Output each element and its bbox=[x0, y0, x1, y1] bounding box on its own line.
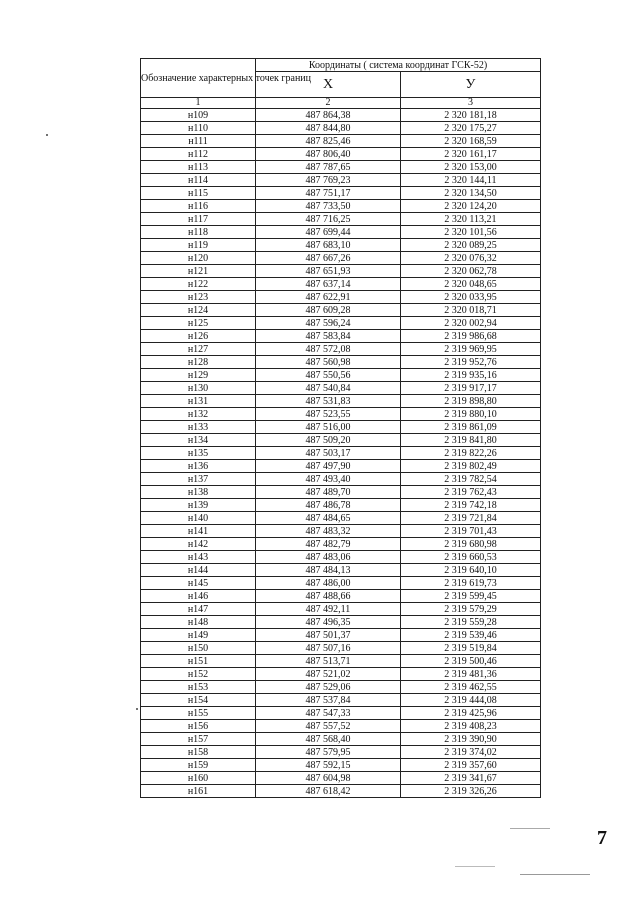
y-coordinate-cell: 2 319 599,45 bbox=[401, 590, 541, 603]
table-row bbox=[141, 551, 541, 564]
table-row bbox=[141, 525, 541, 538]
point-cell: н141 bbox=[141, 525, 256, 538]
table-row bbox=[141, 486, 541, 499]
y-coordinate-cell: 2 319 861,09 bbox=[401, 421, 541, 434]
point-cell: н113 bbox=[141, 161, 256, 174]
y-coordinate-cell: 2 319 640,10 bbox=[401, 564, 541, 577]
y-coordinate-cell: 2 319 500,46 bbox=[401, 655, 541, 668]
table-row bbox=[141, 577, 541, 590]
y-coordinate-cell: 2 319 721,84 bbox=[401, 512, 541, 525]
scan-artifact-line bbox=[455, 866, 495, 867]
point-cell: н127 bbox=[141, 343, 256, 356]
x-coordinate-cell: 487 560,98 bbox=[256, 356, 401, 369]
point-cell: н115 bbox=[141, 187, 256, 200]
y-coordinate-cell: 2 320 134,50 bbox=[401, 187, 541, 200]
y-coordinate-cell: 2 320 101,56 bbox=[401, 226, 541, 239]
x-coordinate-cell: 487 540,84 bbox=[256, 382, 401, 395]
point-cell: н161 bbox=[141, 785, 256, 798]
x-coordinate-cell: 487 493,40 bbox=[256, 473, 401, 486]
y-coordinate-cell: 2 319 898,80 bbox=[401, 395, 541, 408]
y-coordinate-cell: 2 319 986,68 bbox=[401, 330, 541, 343]
point-cell: н153 bbox=[141, 681, 256, 694]
y-coordinate-cell: 2 320 033,95 bbox=[401, 291, 541, 304]
point-cell: н118 bbox=[141, 226, 256, 239]
point-cell: н128 bbox=[141, 356, 256, 369]
x-coordinate-cell: 487 806,40 bbox=[256, 148, 401, 161]
table-row bbox=[141, 343, 541, 356]
x-coordinate-cell: 487 557,52 bbox=[256, 720, 401, 733]
column-number-1: 1 bbox=[141, 98, 256, 109]
x-coordinate-cell: 487 503,17 bbox=[256, 447, 401, 460]
table-row bbox=[141, 499, 541, 512]
table-row bbox=[141, 291, 541, 304]
x-coordinate-cell: 487 486,00 bbox=[256, 577, 401, 590]
x-coordinate-cell: 487 699,44 bbox=[256, 226, 401, 239]
x-coordinate-cell: 487 547,33 bbox=[256, 707, 401, 720]
table-header bbox=[141, 59, 541, 109]
page-number: 7 bbox=[597, 827, 607, 849]
table-row bbox=[141, 187, 541, 200]
x-coordinate-cell: 487 486,78 bbox=[256, 499, 401, 512]
point-cell: н121 bbox=[141, 265, 256, 278]
x-coordinate-cell: 487 483,32 bbox=[256, 525, 401, 538]
y-coordinate-cell: 2 319 952,76 bbox=[401, 356, 541, 369]
y-coordinate-cell: 2 319 390,90 bbox=[401, 733, 541, 746]
table-row bbox=[141, 330, 541, 343]
table-row bbox=[141, 785, 541, 798]
point-cell: н138 bbox=[141, 486, 256, 499]
table-row bbox=[141, 460, 541, 473]
table-row bbox=[141, 447, 541, 460]
table-body bbox=[141, 109, 541, 798]
table-row bbox=[141, 109, 541, 122]
table-row bbox=[141, 304, 541, 317]
x-coordinate-cell: 487 516,00 bbox=[256, 421, 401, 434]
table-row bbox=[141, 564, 541, 577]
y-coordinate-cell: 2 319 802,49 bbox=[401, 460, 541, 473]
point-cell: н110 bbox=[141, 122, 256, 135]
y-coordinate-cell: 2 319 969,95 bbox=[401, 343, 541, 356]
y-coordinate-cell: 2 320 161,17 bbox=[401, 148, 541, 161]
y-coordinate-cell: 2 319 341,67 bbox=[401, 772, 541, 785]
x-coordinate-cell: 487 537,84 bbox=[256, 694, 401, 707]
x-coordinate-cell: 487 583,84 bbox=[256, 330, 401, 343]
table-row bbox=[141, 512, 541, 525]
x-coordinate-cell: 487 509,20 bbox=[256, 434, 401, 447]
x-coordinate-cell: 487 531,83 bbox=[256, 395, 401, 408]
point-cell: н126 bbox=[141, 330, 256, 343]
x-coordinate-cell: 487 683,10 bbox=[256, 239, 401, 252]
y-coordinate-cell: 2 319 841,80 bbox=[401, 434, 541, 447]
table-row bbox=[141, 733, 541, 746]
scan-artifact-line bbox=[510, 828, 550, 829]
table-row bbox=[141, 161, 541, 174]
x-coordinate-cell: 487 484,65 bbox=[256, 512, 401, 525]
scan-artifact-line bbox=[520, 874, 590, 875]
y-coordinate-cell: 2 320 175,27 bbox=[401, 122, 541, 135]
point-cell: н137 bbox=[141, 473, 256, 486]
x-coordinate-cell: 487 787,65 bbox=[256, 161, 401, 174]
y-coordinate-cell: 2 319 742,18 bbox=[401, 499, 541, 512]
point-cell: н123 bbox=[141, 291, 256, 304]
point-cell: н140 bbox=[141, 512, 256, 525]
point-cell: н146 bbox=[141, 590, 256, 603]
table-row bbox=[141, 772, 541, 785]
point-cell: н132 bbox=[141, 408, 256, 421]
x-coordinate-cell: 487 521,02 bbox=[256, 668, 401, 681]
table-row bbox=[141, 720, 541, 733]
point-cell: н130 bbox=[141, 382, 256, 395]
header-coordinates: Координаты ( система координат ГСК-52) bbox=[256, 59, 541, 72]
header-y: У bbox=[401, 72, 541, 98]
table-row bbox=[141, 317, 541, 330]
y-coordinate-cell: 2 319 481,36 bbox=[401, 668, 541, 681]
point-cell: н145 bbox=[141, 577, 256, 590]
x-coordinate-cell: 487 496,35 bbox=[256, 616, 401, 629]
point-cell: н134 bbox=[141, 434, 256, 447]
table-row bbox=[141, 538, 541, 551]
y-coordinate-cell: 2 320 048,65 bbox=[401, 278, 541, 291]
x-coordinate-cell: 487 751,17 bbox=[256, 187, 401, 200]
table-row bbox=[141, 642, 541, 655]
table-row bbox=[141, 148, 541, 161]
point-cell: н122 bbox=[141, 278, 256, 291]
point-cell: н147 bbox=[141, 603, 256, 616]
coordinates-table bbox=[140, 58, 541, 798]
table-row bbox=[141, 122, 541, 135]
point-cell: н112 bbox=[141, 148, 256, 161]
x-coordinate-cell: 487 596,24 bbox=[256, 317, 401, 330]
x-coordinate-cell: 487 716,25 bbox=[256, 213, 401, 226]
x-coordinate-cell: 487 482,79 bbox=[256, 538, 401, 551]
point-cell: н155 bbox=[141, 707, 256, 720]
table-row bbox=[141, 746, 541, 759]
table-row bbox=[141, 590, 541, 603]
x-coordinate-cell: 487 484,13 bbox=[256, 564, 401, 577]
y-coordinate-cell: 2 319 917,17 bbox=[401, 382, 541, 395]
table-row bbox=[141, 395, 541, 408]
y-coordinate-cell: 2 319 762,43 bbox=[401, 486, 541, 499]
table-row bbox=[141, 200, 541, 213]
point-cell: н157 bbox=[141, 733, 256, 746]
point-cell: н114 bbox=[141, 174, 256, 187]
point-cell: н159 bbox=[141, 759, 256, 772]
table-row bbox=[141, 707, 541, 720]
scan-speck bbox=[136, 708, 138, 710]
x-coordinate-cell: 487 618,42 bbox=[256, 785, 401, 798]
y-coordinate-cell: 2 319 326,26 bbox=[401, 785, 541, 798]
point-cell: н149 bbox=[141, 629, 256, 642]
y-coordinate-cell: 2 319 782,54 bbox=[401, 473, 541, 486]
y-coordinate-cell: 2 320 002,94 bbox=[401, 317, 541, 330]
point-cell: н144 bbox=[141, 564, 256, 577]
table-row bbox=[141, 421, 541, 434]
y-coordinate-cell: 2 320 181,18 bbox=[401, 109, 541, 122]
y-coordinate-cell: 2 319 519,84 bbox=[401, 642, 541, 655]
table-row bbox=[141, 239, 541, 252]
y-coordinate-cell: 2 319 444,08 bbox=[401, 694, 541, 707]
point-cell: н124 bbox=[141, 304, 256, 317]
x-coordinate-cell: 487 825,46 bbox=[256, 135, 401, 148]
x-coordinate-cell: 487 733,50 bbox=[256, 200, 401, 213]
table-row bbox=[141, 616, 541, 629]
table-row bbox=[141, 213, 541, 226]
y-coordinate-cell: 2 319 579,29 bbox=[401, 603, 541, 616]
point-cell: н150 bbox=[141, 642, 256, 655]
point-cell: н129 bbox=[141, 369, 256, 382]
y-coordinate-cell: 2 320 062,78 bbox=[401, 265, 541, 278]
y-coordinate-cell: 2 320 089,25 bbox=[401, 239, 541, 252]
y-coordinate-cell: 2 319 660,53 bbox=[401, 551, 541, 564]
y-coordinate-cell: 2 320 168,59 bbox=[401, 135, 541, 148]
table-row bbox=[141, 759, 541, 772]
table-row bbox=[141, 356, 541, 369]
column-number-2: 2 bbox=[256, 98, 401, 109]
y-coordinate-cell: 2 319 425,96 bbox=[401, 707, 541, 720]
x-coordinate-cell: 487 609,28 bbox=[256, 304, 401, 317]
x-coordinate-cell: 487 483,06 bbox=[256, 551, 401, 564]
point-cell: н119 bbox=[141, 239, 256, 252]
point-cell: н131 bbox=[141, 395, 256, 408]
point-cell: н117 bbox=[141, 213, 256, 226]
point-cell: н142 bbox=[141, 538, 256, 551]
x-coordinate-cell: 487 513,71 bbox=[256, 655, 401, 668]
point-cell: н133 bbox=[141, 421, 256, 434]
x-coordinate-cell: 487 488,66 bbox=[256, 590, 401, 603]
point-cell: н109 bbox=[141, 109, 256, 122]
x-coordinate-cell: 487 864,38 bbox=[256, 109, 401, 122]
table-row bbox=[141, 252, 541, 265]
x-coordinate-cell: 487 769,23 bbox=[256, 174, 401, 187]
y-coordinate-cell: 2 319 822,26 bbox=[401, 447, 541, 460]
y-coordinate-cell: 2 320 144,11 bbox=[401, 174, 541, 187]
scan-speck bbox=[46, 134, 48, 136]
y-coordinate-cell: 2 319 462,55 bbox=[401, 681, 541, 694]
y-coordinate-cell: 2 319 374,02 bbox=[401, 746, 541, 759]
x-coordinate-cell: 487 568,40 bbox=[256, 733, 401, 746]
point-cell: н148 bbox=[141, 616, 256, 629]
table-row bbox=[141, 473, 541, 486]
y-coordinate-cell: 2 320 153,00 bbox=[401, 161, 541, 174]
column-number-3: 3 bbox=[401, 98, 541, 109]
table-row bbox=[141, 226, 541, 239]
y-coordinate-cell: 2 319 619,73 bbox=[401, 577, 541, 590]
x-coordinate-cell: 487 497,90 bbox=[256, 460, 401, 473]
table-row bbox=[141, 655, 541, 668]
x-coordinate-cell: 487 579,95 bbox=[256, 746, 401, 759]
table-row bbox=[141, 174, 541, 187]
point-cell: н116 bbox=[141, 200, 256, 213]
x-coordinate-cell: 487 489,70 bbox=[256, 486, 401, 499]
table-row bbox=[141, 369, 541, 382]
point-cell: н139 bbox=[141, 499, 256, 512]
x-coordinate-cell: 487 667,26 bbox=[256, 252, 401, 265]
x-coordinate-cell: 487 523,55 bbox=[256, 408, 401, 421]
y-coordinate-cell: 2 320 113,21 bbox=[401, 213, 541, 226]
table-row bbox=[141, 629, 541, 642]
point-cell: н156 bbox=[141, 720, 256, 733]
table-row bbox=[141, 681, 541, 694]
x-coordinate-cell: 487 572,08 bbox=[256, 343, 401, 356]
point-cell: н160 bbox=[141, 772, 256, 785]
table-row bbox=[141, 668, 541, 681]
point-cell: н136 bbox=[141, 460, 256, 473]
y-coordinate-cell: 2 319 357,60 bbox=[401, 759, 541, 772]
y-coordinate-cell: 2 319 880,10 bbox=[401, 408, 541, 421]
point-cell: н152 bbox=[141, 668, 256, 681]
point-cell: н120 bbox=[141, 252, 256, 265]
x-coordinate-cell: 487 529,06 bbox=[256, 681, 401, 694]
x-coordinate-cell: 487 492,11 bbox=[256, 603, 401, 616]
table-row bbox=[141, 408, 541, 421]
point-cell: н135 bbox=[141, 447, 256, 460]
table-row bbox=[141, 434, 541, 447]
table-row bbox=[141, 382, 541, 395]
header-x: X bbox=[256, 72, 401, 98]
y-coordinate-cell: 2 320 018,71 bbox=[401, 304, 541, 317]
header-designation: Обозначение характерных точек границ bbox=[141, 59, 256, 98]
table-row bbox=[141, 603, 541, 616]
y-coordinate-cell: 2 319 935,16 bbox=[401, 369, 541, 382]
y-coordinate-cell: 2 319 680,98 bbox=[401, 538, 541, 551]
point-cell: н125 bbox=[141, 317, 256, 330]
x-coordinate-cell: 487 550,56 bbox=[256, 369, 401, 382]
x-coordinate-cell: 487 651,93 bbox=[256, 265, 401, 278]
x-coordinate-cell: 487 592,15 bbox=[256, 759, 401, 772]
y-coordinate-cell: 2 320 076,32 bbox=[401, 252, 541, 265]
y-coordinate-cell: 2 319 559,28 bbox=[401, 616, 541, 629]
point-cell: н158 bbox=[141, 746, 256, 759]
x-coordinate-cell: 487 501,37 bbox=[256, 629, 401, 642]
y-coordinate-cell: 2 320 124,20 bbox=[401, 200, 541, 213]
table-row bbox=[141, 265, 541, 278]
point-cell: н111 bbox=[141, 135, 256, 148]
point-cell: н151 bbox=[141, 655, 256, 668]
point-cell: н154 bbox=[141, 694, 256, 707]
x-coordinate-cell: 487 844,80 bbox=[256, 122, 401, 135]
x-coordinate-cell: 487 604,98 bbox=[256, 772, 401, 785]
table-row bbox=[141, 135, 541, 148]
x-coordinate-cell: 487 507,16 bbox=[256, 642, 401, 655]
x-coordinate-cell: 487 637,14 bbox=[256, 278, 401, 291]
point-cell: н143 bbox=[141, 551, 256, 564]
y-coordinate-cell: 2 319 701,43 bbox=[401, 525, 541, 538]
y-coordinate-cell: 2 319 539,46 bbox=[401, 629, 541, 642]
x-coordinate-cell: 487 622,91 bbox=[256, 291, 401, 304]
table-row bbox=[141, 278, 541, 291]
y-coordinate-cell: 2 319 408,23 bbox=[401, 720, 541, 733]
table-row bbox=[141, 694, 541, 707]
